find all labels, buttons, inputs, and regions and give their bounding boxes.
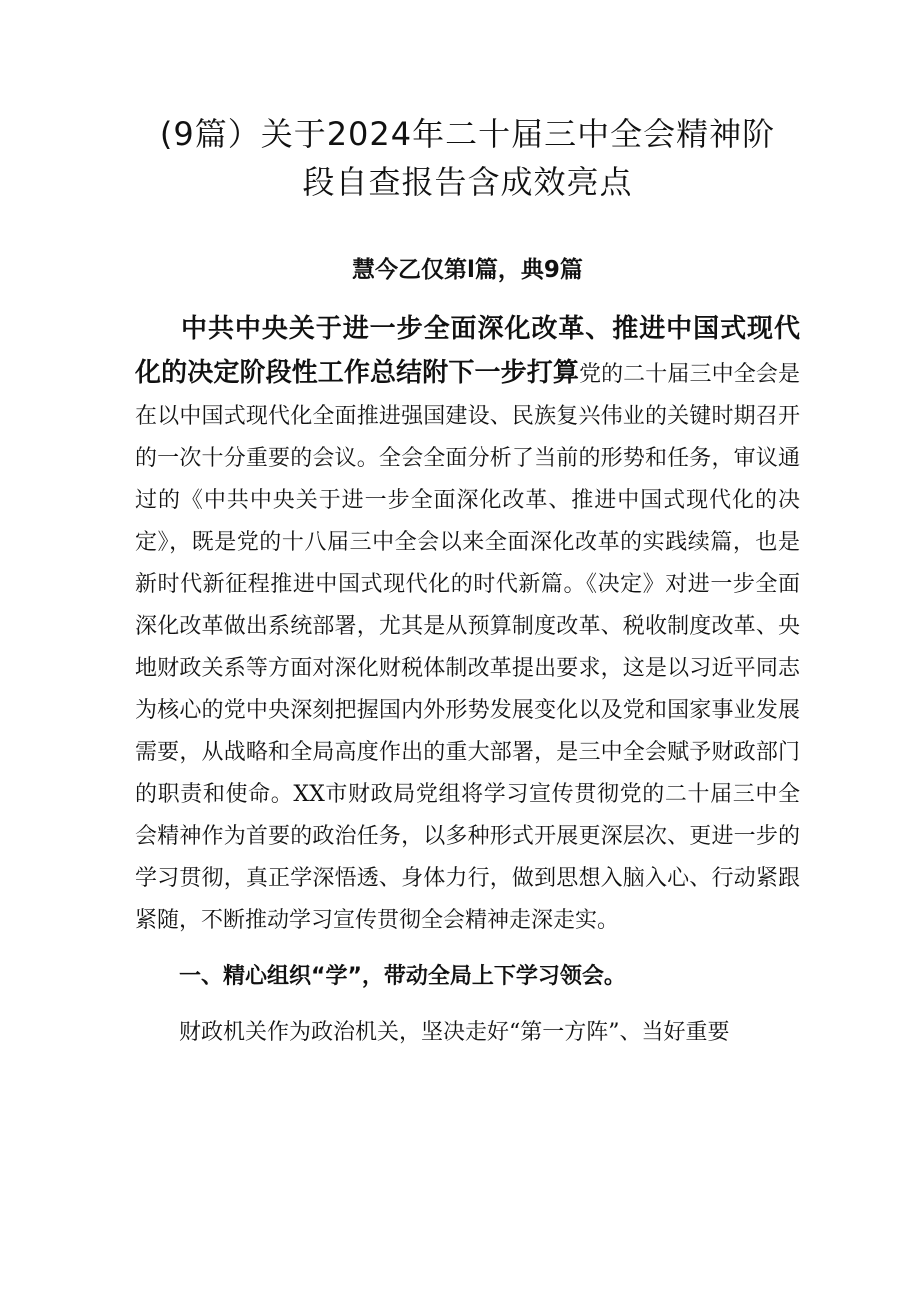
document-title (135, 110, 800, 206)
title-line-1: (9篇）关于2024年二十届三中全会精神阶 (159, 115, 776, 153)
document-subtitle: 慧今乙仅第l篇，典9篇 (352, 257, 583, 283)
title-line-2: 段自查报告含成效亮点 (302, 163, 633, 201)
section-1-heading: 一、精心组织“学”，带动全局上下学习领会。 (179, 964, 626, 989)
lead-paragraph (135, 308, 800, 942)
section-1-paragraph: 财政机关作为政治机关，坚决走好“第一方阵”、当好重要 (179, 1020, 730, 1045)
lead-body: 党的二十届三中全会是在以中国式现代化全面推进强国建设、民族复兴伟业的关键时期召开的一次十分重要的会议。全会全面分析了当前的形势和任务，审议通过的《中共中央关于进一步全面深化改革、推进中国式现代化的决定》，既是党的十八届三中全会以来全面深化改革的实践续篇，也是新时代新征程推进中国式现代化的时代新篇。《决定》对进一步全面深化改革做出系统部署，尤其是从预算制度改革、税收制度改革、央地财政关系等方面对深化财税体制改革提出要求，这是以习近平同志为核心的党中央深刻把握国内外形势发展变化以及党和国家事业发展需要，从战略和全局高度作出的重大部署，是三中全会赋予财政部门的职责和使命。XX市财政局党组将学习宣传贯彻党的二十届三中全会精神作为首要的政治任务，以多种形式开展更深层次、更进一步的学习贯彻，真正学深悟透、身体力行，做到思想入脑入心、行动紧跟紧随，不断推动学习宣传贯彻全会精神走深走实。 (135, 362, 800, 933)
lead-heading: 中共中央关于进一步全面深化改革、推进中国式现代化的决定阶段性工作总结附下一步打算 (135, 314, 800, 388)
